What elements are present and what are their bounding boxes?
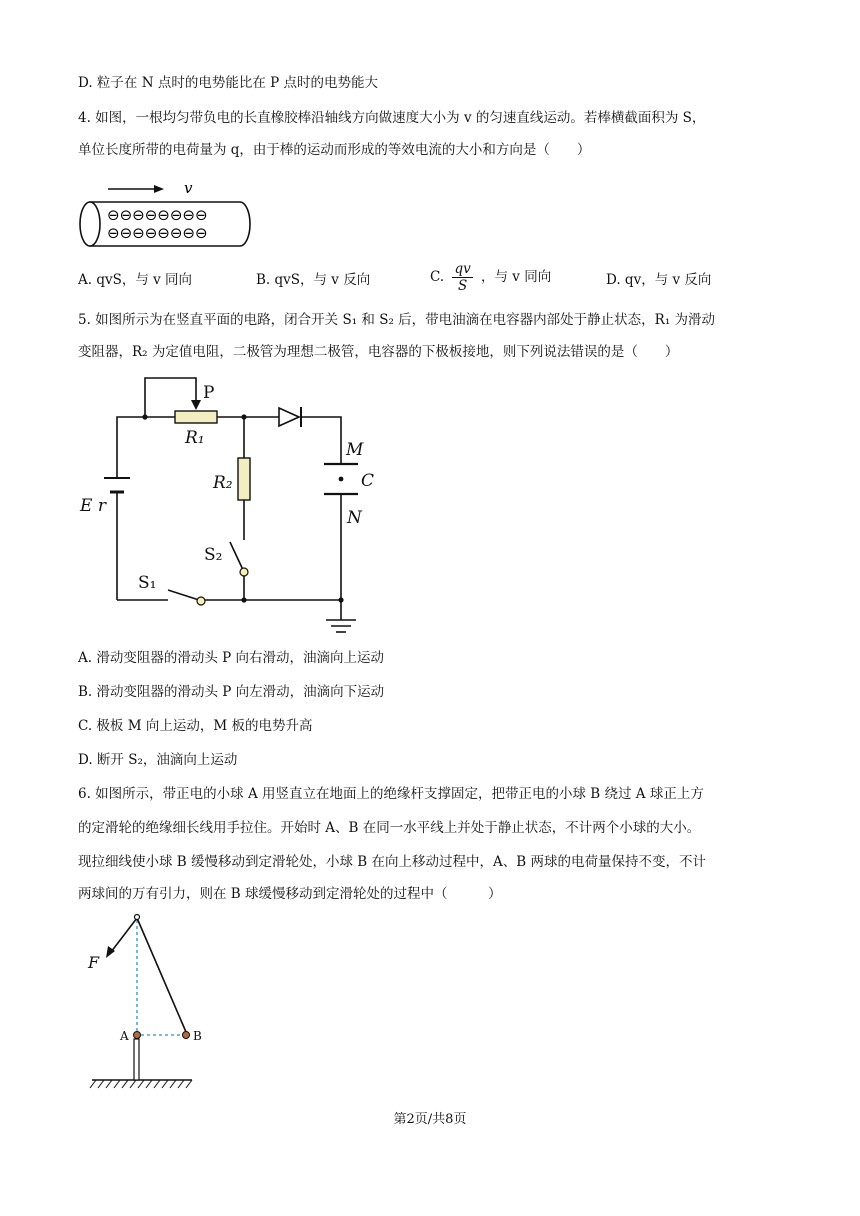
q4-option-d: D. qv，与 v 反向 (606, 272, 712, 288)
q6-stem-line-4: 两球间的万有引力，则在 B 球缓慢移动到定滑轮处的过程中（ ） (78, 886, 502, 902)
q5-option-b: B. 滑动变阻器的滑动头 P 向左滑动，油滴向下运动 (78, 684, 385, 700)
label-a: A (120, 1029, 129, 1043)
label-s2: S₂ (204, 545, 223, 565)
label-p: P (203, 383, 215, 403)
label-f: F (88, 953, 100, 972)
q4-option-a: A. qvS，与 v 同向 (78, 272, 193, 288)
q4-option-b: B. qvS，与 v 反向 (256, 272, 371, 288)
ground-hatching (90, 1080, 192, 1088)
page-footer: 第2页/共8页 (393, 1112, 467, 1127)
ball-b (183, 1032, 190, 1039)
q5-option-d: D. 断开 S₂，油滴向上运动 (78, 752, 238, 768)
insulating-rod (134, 1039, 139, 1080)
charge-row-2: ⊖⊖⊖⊖⊖⊖⊖⊖ (107, 224, 208, 242)
pulley (135, 915, 140, 920)
ball-a (134, 1032, 141, 1039)
label-m: M (346, 440, 364, 460)
q3-option-d: D. 粒子在 N 点时的电势能比在 P 点时的电势能大 (78, 75, 378, 91)
q5-option-c: C. 极板 M 向上运动，M 板的电势升高 (78, 718, 313, 734)
label-er: E r (80, 496, 106, 516)
label-r1: R₁ (185, 428, 205, 448)
q5-stem-line-1: 5. 如图所示为在竖直平面的电路，闭合开关 S₁ 和 S₂ 后，带电油滴在电容器内部处于静止状态，R₁ 为滑动 (78, 312, 716, 328)
label-n: N (347, 508, 362, 528)
label-c: C (361, 471, 375, 491)
q4-option-c-suffix: ，与 v 同向 (481, 269, 552, 285)
q5-option-a: A. 滑动变阻器的滑动头 P 向右滑动，油滴向上运动 (78, 650, 384, 666)
q6-stem-line-3: 现拉细线使小球 B 缓慢移动到定滑轮处，小球 B 在向上移动过程中，A、B 两球的电荷量保持不变，不计 (78, 854, 706, 870)
q4-option-c-prefix: C. (430, 269, 445, 285)
q4-stem-line-1: 4. 如图，一根均匀带负电的长直橡胶棒沿轴线方向做速度大小为 v 的匀速直线运动。若棒横截面积为 S， (78, 110, 706, 126)
fraction-numerator: qv (454, 261, 471, 277)
q5-stem-line-2: 变阻器，R₂ 为定值电阻，二极管为理想二极管，电容器的下极板接地，则下列说法错误的是（ ） (78, 344, 679, 360)
fraction-denominator: S (457, 278, 468, 294)
label-r2: R₂ (213, 473, 233, 493)
q6-stem-line-1: 6. 如图所示，带正电的小球 A 用竖直立在地面上的绝缘杆支撑固定，把带正电的小球 B 绕过 A 球正上方 (78, 786, 704, 802)
string-to-b (137, 918, 186, 1032)
q4-stem-line-2: 单位长度所带的电荷量为 q，由于棒的运动而形成的等效电流的大小和方向是（ ） (78, 142, 591, 158)
velocity-label: v (184, 179, 193, 197)
label-b: B (193, 1029, 202, 1043)
charge-row-1: ⊖⊖⊖⊖⊖⊖⊖⊖ (107, 206, 208, 224)
label-s1: S₁ (138, 573, 157, 593)
string-pull (111, 918, 137, 952)
q6-stem-line-2: 的定滑轮的绝缘细长线用手拉住。开始时 A、B 在同一水平线上并处于静止状态，不计两个小球的大小。 (78, 820, 701, 836)
